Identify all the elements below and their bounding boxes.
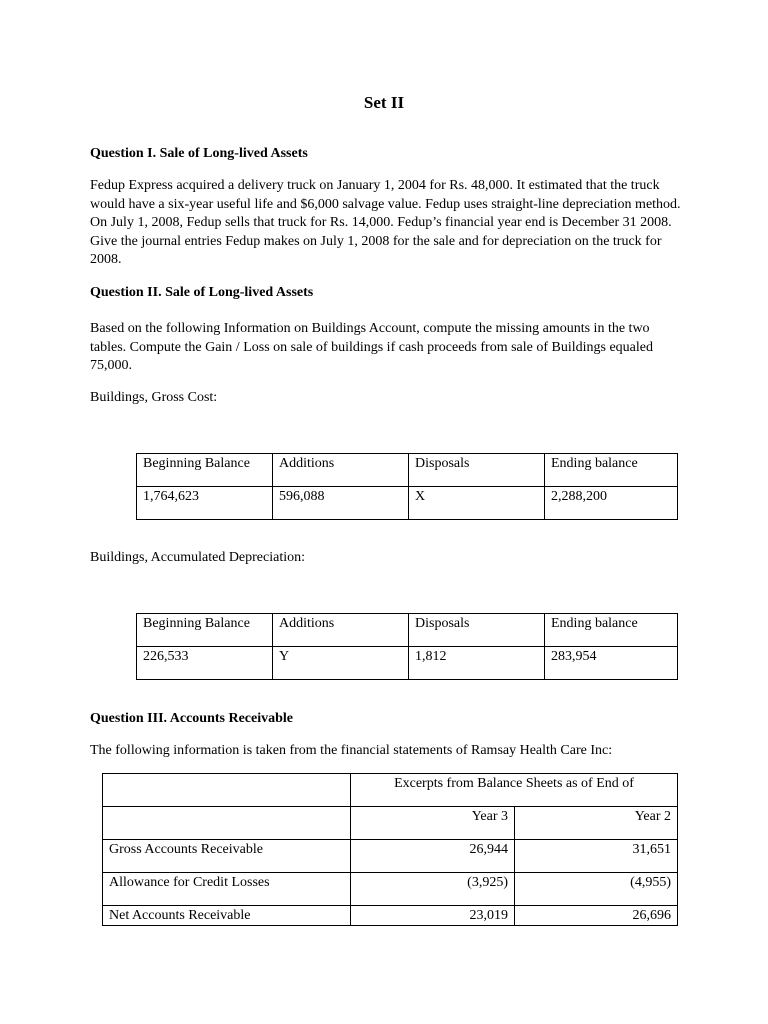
year-header: Year 3 <box>351 807 515 840</box>
table-row <box>103 873 678 906</box>
receivables-table <box>102 773 678 926</box>
gross-cost-table <box>136 453 678 520</box>
q2-line: Based on the following Information on Buildings Account, compute the missing amounts in the two <box>90 321 650 336</box>
q3-intro: The following information is taken from the financial statements of Ramsay Health Care Inc: <box>90 743 613 758</box>
table-cell: 596,088 <box>273 487 409 520</box>
table-caption: Excerpts from Balance Sheets as of End of <box>351 774 678 807</box>
q1-line: would have a six-year useful life and $6,000 salvage value. Fedup uses straight-line depreciation method. <box>90 196 681 212</box>
header-cell: Disposals <box>409 454 545 487</box>
row-label: Net Accounts Receivable <box>103 906 351 926</box>
table-cell: 23,019 <box>351 906 515 926</box>
q3-heading: Question III. Accounts Receivable <box>90 711 293 726</box>
table-header-row <box>103 807 678 840</box>
q1-heading: Question I. Sale of Long-lived Assets <box>90 146 308 161</box>
table-cell: 2,288,200 <box>545 487 678 520</box>
header-cell: Additions <box>273 454 409 487</box>
table-row <box>137 487 678 520</box>
table-cell: Y <box>273 647 409 680</box>
q2-line: tables. Compute the Gain / Loss on sale of buildings if cash proceeds from sale of Buildings equaled <box>90 339 653 355</box>
q1-paragraph <box>90 177 690 270</box>
table-cell: 226,533 <box>137 647 273 680</box>
q1-line: Give the journal entries Fedup makes on July 1, 2008 for the sale and for depreciation on the truck for <box>90 233 662 249</box>
year-header: Year 2 <box>515 807 678 840</box>
table-row <box>137 647 678 680</box>
header-cell: Disposals <box>409 614 545 647</box>
table-cell: 1,764,623 <box>137 487 273 520</box>
header-cell: Ending balance <box>545 454 678 487</box>
table-cell: 31,651 <box>515 840 678 873</box>
q1-line: Fedup Express acquired a delivery truck on January 1, 2004 for Rs. 48,000. It estimated that the truck <box>90 178 660 193</box>
header-cell: Ending balance <box>545 614 678 647</box>
header-cell: Beginning Balance <box>137 454 273 487</box>
table-cell: 26,944 <box>351 840 515 873</box>
page-title: Set II <box>363 93 405 112</box>
table-cell <box>103 774 351 807</box>
table-cell: (3,925) <box>351 873 515 906</box>
header-cell: Additions <box>273 614 409 647</box>
accum-dep-table <box>136 613 678 680</box>
q1-line: 2008. <box>90 252 122 267</box>
accum-dep-label: Buildings, Accumulated Depreciation: <box>90 550 306 565</box>
table-caption-row <box>103 774 678 807</box>
header-cell: Beginning Balance <box>137 614 273 647</box>
table-header-row <box>137 614 678 647</box>
table-cell: X <box>409 487 545 520</box>
table-cell <box>103 807 351 840</box>
table-row <box>103 840 678 873</box>
row-label: Gross Accounts Receivable <box>103 840 351 873</box>
q2-paragraph <box>90 320 690 376</box>
table-cell: 1,812 <box>409 647 545 680</box>
q2-heading: Question II. Sale of Long-lived Assets <box>90 285 314 300</box>
q2-line: 75,000. <box>90 358 132 373</box>
table-cell: (4,955) <box>515 873 678 906</box>
table-cell: 283,954 <box>545 647 678 680</box>
table-header-row <box>137 454 678 487</box>
gross-cost-label: Buildings, Gross Cost: <box>90 390 218 405</box>
table-cell: 26,696 <box>515 906 678 926</box>
q1-line: On July 1, 2008, Fedup sells that truck for Rs. 14,000. Fedup’s financial year end is December 31 2008. <box>90 215 672 230</box>
table-row <box>103 906 678 926</box>
row-label: Allowance for Credit Losses <box>103 873 351 906</box>
